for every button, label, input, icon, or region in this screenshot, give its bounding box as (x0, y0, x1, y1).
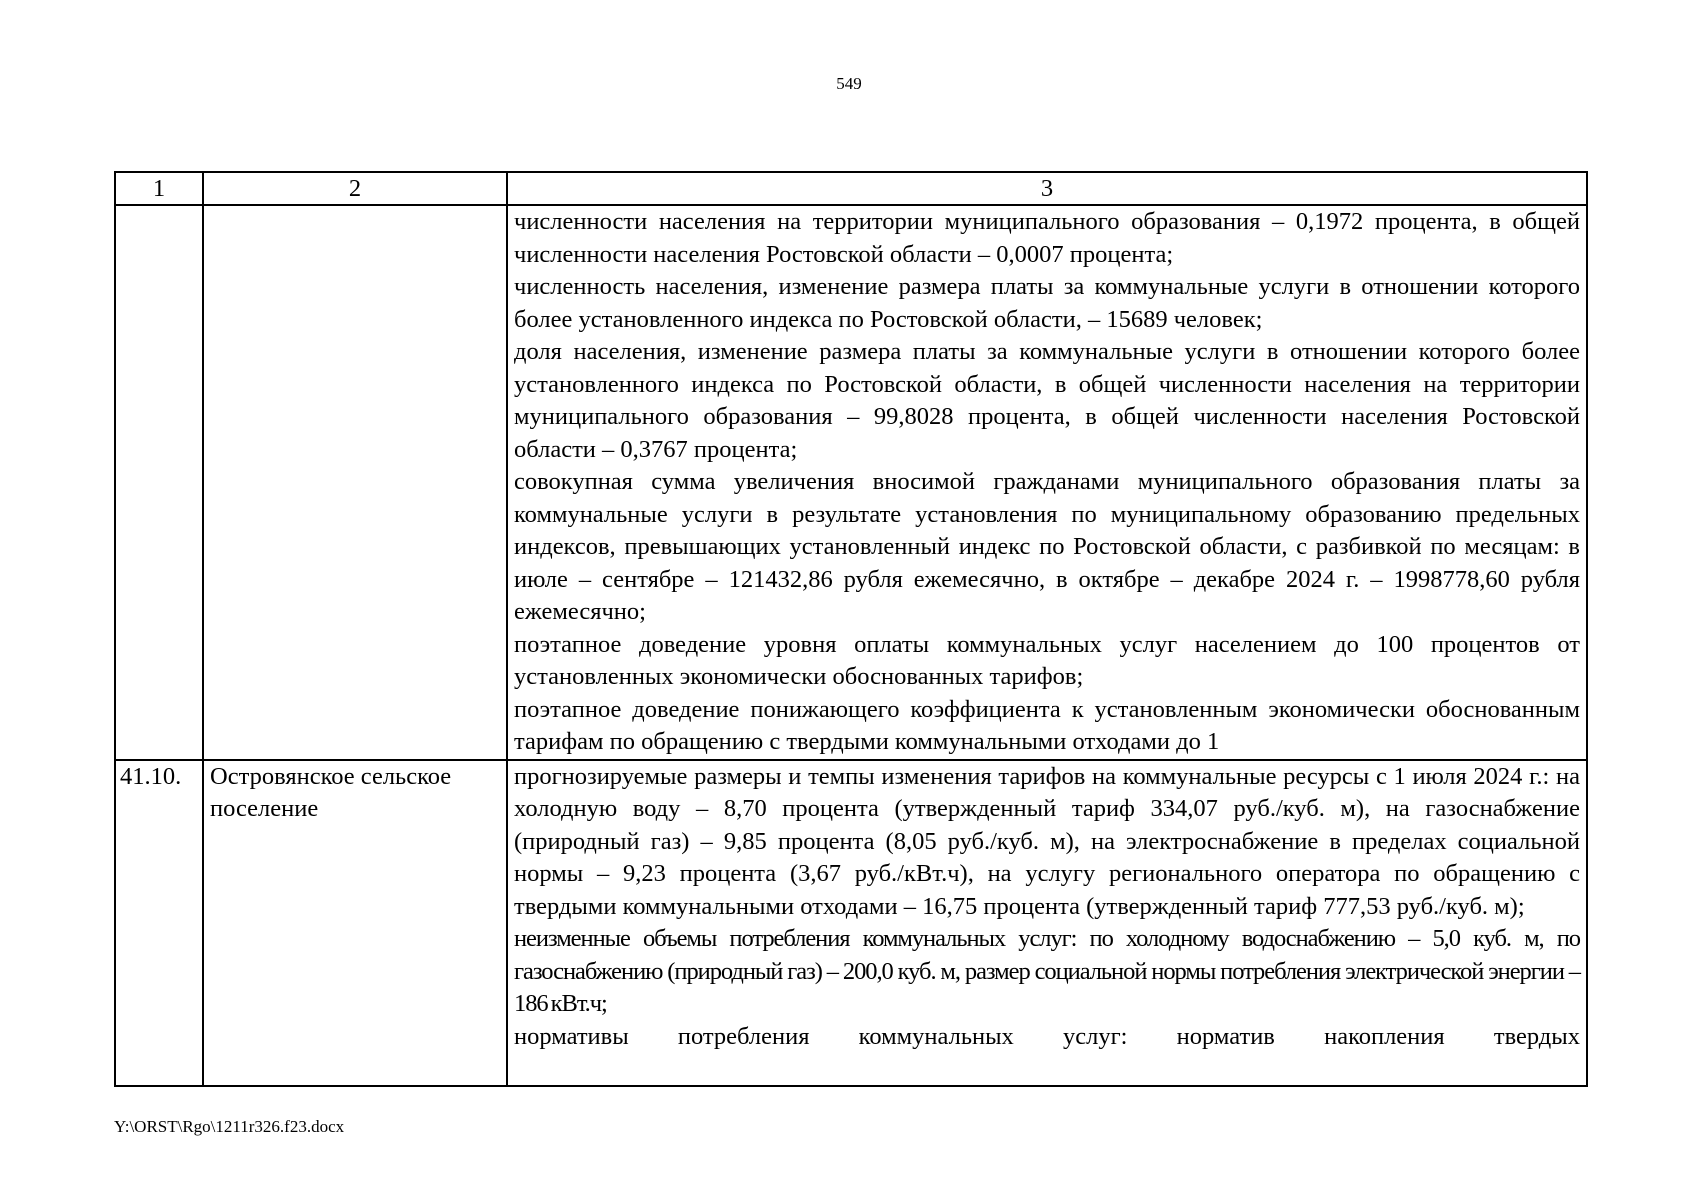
content-paragraph: неизменные объемы потребления коммунальных услуг: по холодному водоснабжению – 5,0 куб. м, по газоснабжению (природный газ) – 200,0 куб. м, размер социальной нормы потребления электрической энергии – 186 кВт.ч; (514, 925, 1580, 1017)
header-col-1: 1 (115, 172, 203, 205)
page-number: 549 (836, 74, 862, 93)
row-name-cell: Островянское сельское поселение (203, 760, 507, 1086)
row-name-cell (203, 205, 507, 760)
content-paragraph: прогнозируемые размеры и темпы изменения тарифов на коммунальные ресурсы с 1 июля 2024 г.: на холодную воду – 8,70 процента (утвержденный тариф 334,07 руб./куб. м), на газоснабжение (природный газ) – 9,85 процента (8,05 руб./куб. м), на электроснабжение в пределах социальной нормы – 9,23 процента (3,67 руб./кВт.ч), на услугу регионального оператора по обращению с твердыми коммунальными отходами – 16,75 процента (утвержденный тариф 777,53 руб./куб. м); (514, 762, 1580, 920)
row-number-cell: 41.10. (115, 760, 203, 1086)
content-paragraph: нормативы потребления коммунальных услуг: норматив накопления твердых (514, 1022, 1580, 1050)
table-row (115, 760, 1587, 1086)
content-paragraph: доля населения, изменение размера платы за коммунальные услуги в отношении которого более установленного индекса по Ростовской области, в общей численности населения на территории муниципального образования – 99,8028 процента, в общей численности населения Ростовской области – 0,3767 процента; (514, 338, 1580, 463)
document-table (114, 171, 1588, 1087)
header-col-2: 2 (203, 172, 507, 205)
row-content-cell (507, 760, 1587, 1086)
row-number-cell (115, 205, 203, 760)
content-paragraph: поэтапное доведение понижающего коэффициента к установленным экономически обоснованным тарифам по обращению с твердыми коммунальными отходами до 1 (514, 695, 1580, 755)
content-paragraph: численности населения на территории муниципального образования – 0,1972 процента, в общей численности населения Ростовской области – 0,0007 процента; (514, 208, 1580, 268)
header-col-3: 3 (507, 172, 1587, 205)
row-content-cell (507, 205, 1587, 760)
content-paragraph: совокупная сумма увеличения вносимой гражданами муниципального образования платы за коммунальные услуги в результате установления по муниципальному образованию предельных индексов, превышающих установленный индекс по Ростовской области, с разбивкой по месяцам: в июле – сентябре – 121432,86 рубля ежемесячно, в октябре – декабре 2024 г. – 1998778,60 рубля ежемесячно; (514, 468, 1580, 625)
table-header-row (115, 172, 1587, 205)
footer-file-path: Y:\ORST\Rgo\1211r326.f23.docx (114, 1117, 345, 1136)
table-row (115, 205, 1587, 760)
content-paragraph: поэтапное доведение уровня оплаты коммунальных услуг населением до 100 процентов от установленных экономически обоснованных тарифов; (514, 630, 1580, 690)
content-paragraph: численность населения, изменение размера платы за коммунальные услуги в отношении которого более установленного индекса по Ростовской области, – 15689 человек; (514, 273, 1580, 333)
